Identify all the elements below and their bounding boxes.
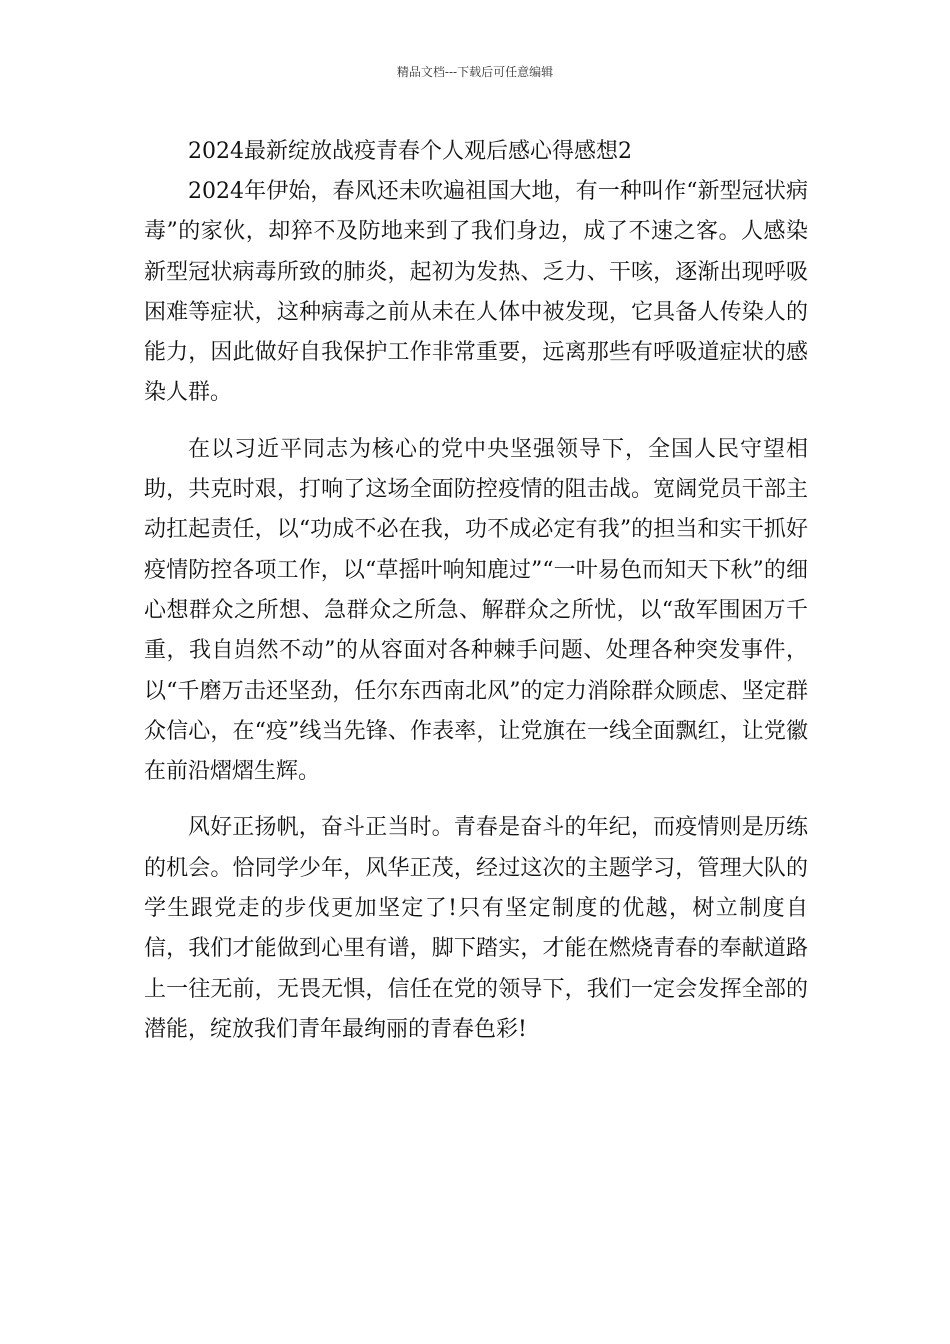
paragraph-2: 在以习近平同志为核心的党中央坚强领导下，全国人民守望相助，共克时艰，打响了这场全面防控疫情的阻击战。宽阔党员干部主动扛起责任，以“功成不必在我，功不成必定有我”的担当和实干抓好疫情防控各项工作，以“草摇叶响知鹿过”“一叶易色而知天下秋”的细心想群众之所想、急群众之所急、解群众之所忧，以“敌军围困万千重，我自岿然不动”的从容面对各种棘手问题、处理各种突发事件，以“千磨万击还坚劲，任尔东西南北风”的定力消除群众顾虑、坚定群众信心，在“疫”线当先锋、作表率，让党旗在一线全面飘红，让党徽在前沿熠熠生辉。 xyxy=(144,436,808,785)
paragraph-1: 2024年伊始，春风还未吹遍祖国大地，有一种叫作“新型冠状病毒”的家伙，却猝不及防地来到了我们身边，成了不速之客。人感染新型冠状病毒所致的肺炎，起初为发热、乏力、干咳，逐渐出现呼吸困难等症状，这种病毒之前从未在人体中被发现，它具备人传染人的能力，因此做好自我保护工作非常重要，远离那些有呼吸道症状的感染人群。 xyxy=(144,179,808,406)
page-header: 精品文档---下载后可任意编辑 xyxy=(396,65,554,79)
paragraph-3: 风好正扬帆，奋斗正当时。青春是奋斗的年纪，而疫情则是历练的机会。恰同学少年，风华正茂，经过这次的主题学习，管理大队的学生跟党走的步伐更加坚定了!只有坚定制度的优越，树立制度自信，我们才能做到心里有谱，脚下踏实，才能在燃烧青春的奉献道路上一往无前，无畏无惧，信任在党的领导下，我们一定会发挥全部的潜能，绽放我们青年最绚丽的青春色彩! xyxy=(144,815,808,1042)
document-body xyxy=(144,132,808,1066)
document-title: 2024最新绽放战疫青春个人观后感心得感想2 xyxy=(188,139,632,164)
